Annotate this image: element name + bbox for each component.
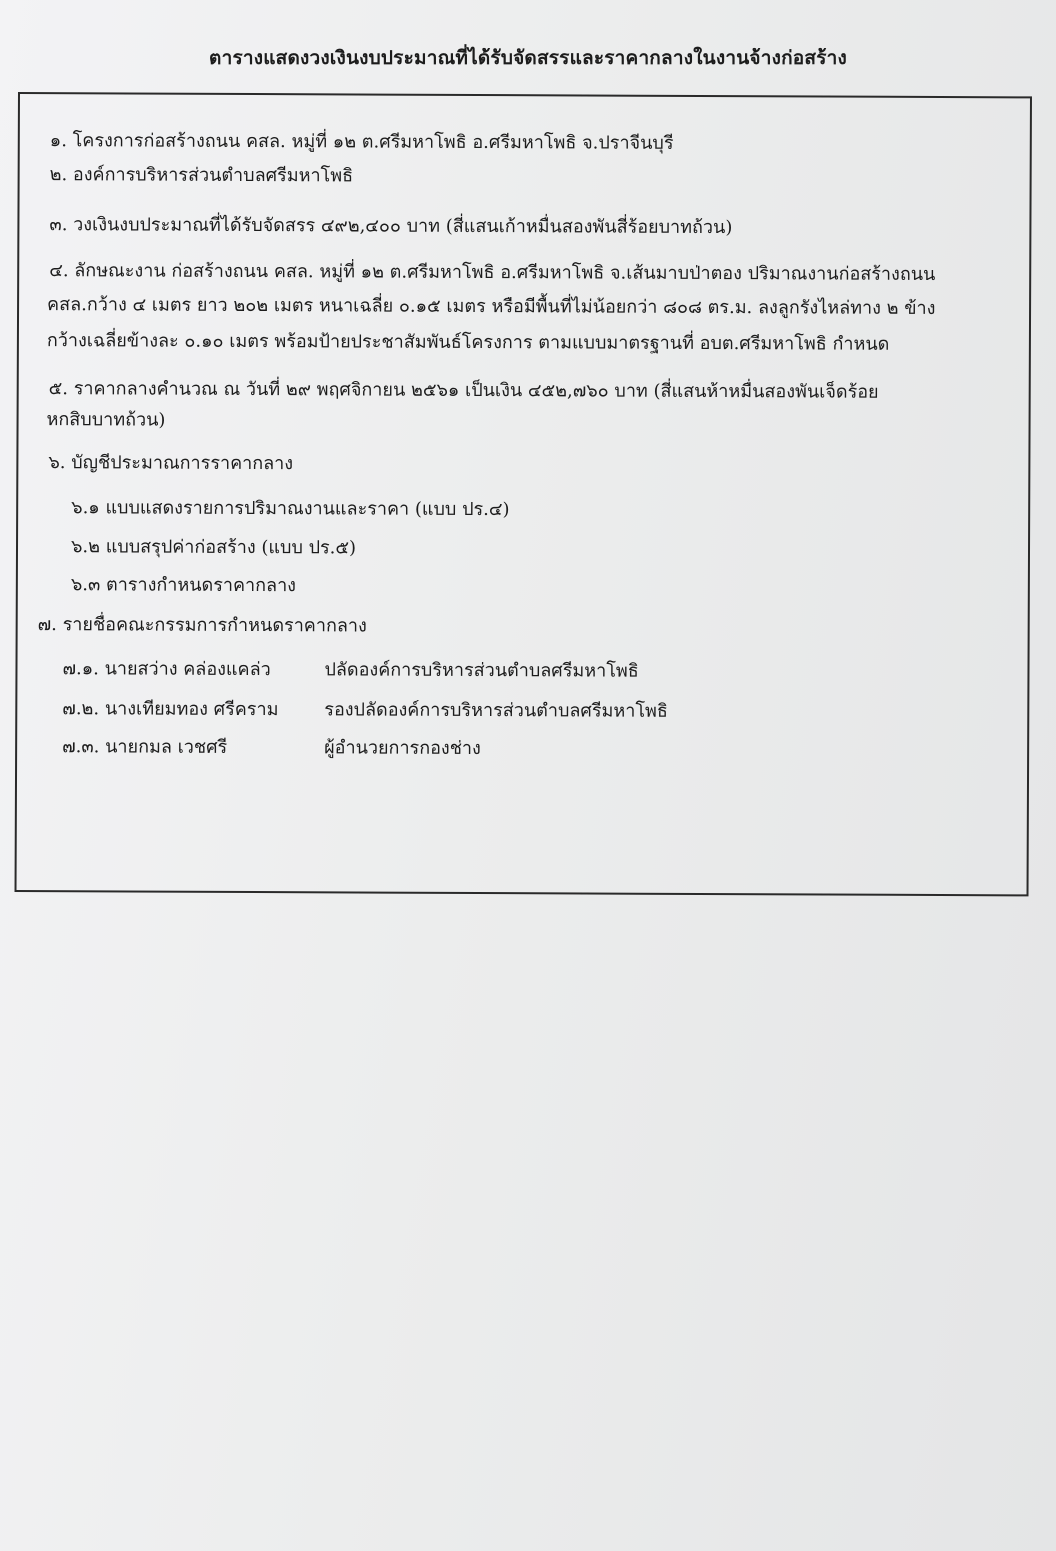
- committee-member-position: ผู้อำนวยการกองช่าง: [324, 737, 481, 760]
- committee-member-2: [62, 696, 668, 725]
- item-6-2: ๖.๒ แบบสรุปค่าก่อสร้าง (แบบ ปร.๕): [70, 536, 357, 559]
- committee-member-1: [62, 656, 638, 685]
- item-2-organization: ๒. องค์การบริหารส่วนตำบลศรีมหาโพธิ: [49, 164, 354, 187]
- item-4-description-line2: คสล.กว้าง ๔ เมตร ยาว ๒๐๒ เมตร หนาเฉลี่ย ๐.๑๕ เมตร หรือมีพื้นที่ไม่น้อยกว่า ๘๐๘ ตร.ม. ลงลูกรังไหล่ทาง ๒ ข้าง: [47, 294, 936, 320]
- item-4-text: ๔. ลักษณะงาน ก่อสร้างถนน คสล. หมู่ที่ ๑๒ ต.ศรีมหาโพธิ อ.ศรีมหาโพธิ จ.เส้นมาบป่าตอง ปริมาณงานก่อสร้างถนน: [49, 260, 936, 286]
- item-6-3: ๖.๓ ตารางกำหนดราคากลาง: [70, 574, 297, 597]
- item-6-estimate-heading: ๖. บัญชีประมาณการราคากลาง: [48, 452, 294, 475]
- committee-member-name: ๗.๒. นางเทียมทอง ศรีคราม: [62, 698, 279, 721]
- document-title: ตารางแสดงวงเงินงบประมาณที่ได้รับจัดสรรและราคากลางในงานจ้างก่อสร้าง: [209, 47, 847, 69]
- committee-member-position: รองปลัดองค์การบริหารส่วนตำบลศรีมหาโพธิ: [324, 699, 668, 722]
- item-4-description-line3: กว้างเฉลี่ยข้างละ ๐.๑๐ เมตร พร้อมป้ายประชาสัมพันธ์โครงการ ตามแบบมาตรฐานที่ อบต.ศรีมหาโพธิ กำหนด: [46, 330, 890, 355]
- item-5-median-price-line1: ๕. ราคากลางคำนวณ ณ วันที่ ๒๙ พฤศจิกายน ๒๕๖๑ เป็นเงิน ๔๕๒,๗๖๐ บาท (สี่แสนห้าหมื่นสองพันเจ็ดร้อย: [48, 378, 879, 403]
- item-6-1: ๖.๑ แบบแสดงรายการปริมาณงานและราคา (แบบ ปร.๔): [71, 497, 510, 521]
- item-5-median-price-line2: หกสิบบาทถ้วน): [46, 409, 166, 431]
- committee-member-3: [62, 734, 481, 762]
- item-3-budget: ๓. วงเงินงบประมาณที่ได้รับจัดสรร ๔๙๒,๔๐๐ บาท (สี่แสนเก้าหมื่นสองพันสี่ร้อยบาทถ้วน): [49, 214, 733, 239]
- item-7-committee-heading: ๗. รายชื่อคณะกรรมการกำหนดราคากลาง: [37, 614, 367, 637]
- committee-member-name: ๗.๓. นายกมล เวชศรี: [62, 736, 228, 758]
- committee-member-name: ๗.๑. นายสว่าง คล่องแคล่ว: [62, 658, 271, 681]
- content-frame: [15, 92, 1032, 896]
- item-4-description-line1: [49, 258, 1021, 288]
- item-1-project: ๑. โครงการก่อสร้างถนน คสล. หมู่ที่ ๑๒ ต.ศรีมหาโพธิ อ.ศรีมหาโพธิ จ.ปราจีนบุรี: [49, 130, 674, 154]
- committee-member-position: ปลัดองค์การบริหารส่วนตำบลศรีมหาโพธิ: [324, 659, 639, 682]
